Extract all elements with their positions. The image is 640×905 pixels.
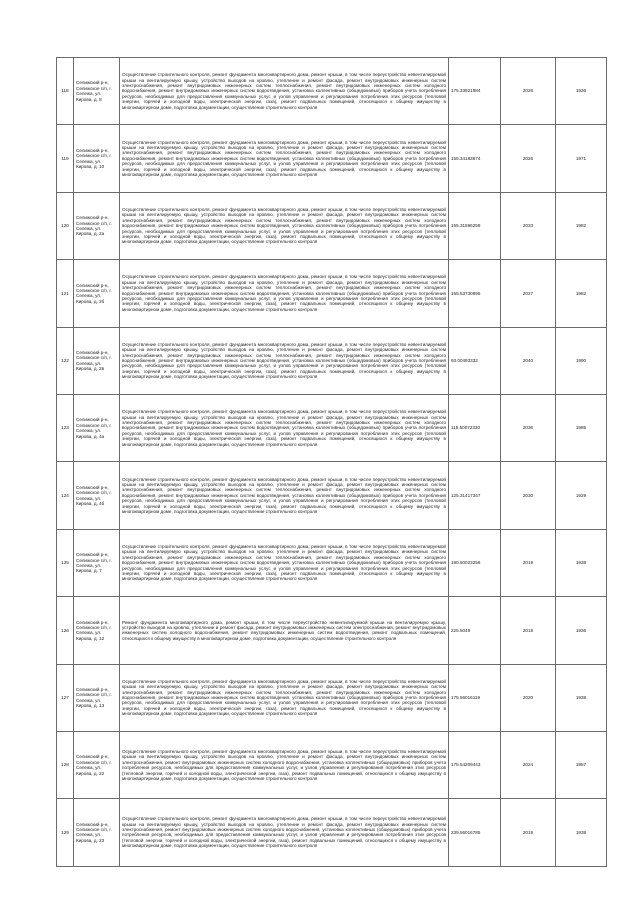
works-description-cell: Осуществление строительного контроля, ремонт фундамента многоквартирного дома, ремонт крыши, в том числе переустройство невентилируемой крыши на вентилируемую крышу, устройство выходов на кровлю, утепление и ремонт фасада, ремонт внутридомовых инженерных систем электроснабжения, ремонт внутридомовых инженерных систем теплоснабжения, ремонт внутридомовых инженерных систем холодного водоснабжения, ремонт внутридомовых инженерных систем водоотведения, установка коллективных (общедомовых) приборов учета потребления ресурсов, необходимых для предоставления коммунальных услуг, и узлов управления и регулирования потребления этих ресурсов (тепловой энергии, горячей и холодной воды, электрической энергии, газа), ремонт подвальных помещений, относящихся к общему имуществу в многоквартирном доме, подготовка документации, осуществление строительного контроля <box>120 192 449 259</box>
build-year-cell: 1982 <box>556 260 607 327</box>
build-year-cell: 1929 <box>556 462 607 529</box>
planned-year-cell: 2026 <box>501 58 556 125</box>
cost-cell: 175.33921984 <box>449 58 501 125</box>
works-description-cell: Осуществление строительного контроля, ремонт фундамента многоквартирного дома, ремонт крыши, в том числе переустройство невентилируемой крыши на вентилируемую крышу, устройство выходов на кровлю, утепление и ремонт фасада, ремонт внутридомовых инженерных систем электроснабжения, ремонт внутридомовых инженерных систем теплоснабжения, ремонт внутридомовых инженерных систем холодного водоснабжения, ремонт внутридомовых инженерных систем водоотведения, установка коллективных (общедомовых) приборов учета потребления ресурсов, необходимых для предоставления коммунальных услуг, и узлов управления и регулирования потребления этих ресурсов (тепловой энергии, горячей и холодной воды, электрической энергии, газа), ремонт подвальных помещений, относящихся к общему имуществу в многоквартирном доме, подготовка документации, осуществление строительного контроля <box>120 327 449 394</box>
row-number: 119 <box>57 125 74 192</box>
build-year-cell: 1936 <box>556 58 607 125</box>
cost-cell: 175.54209443 <box>449 731 501 798</box>
row-number: 126 <box>57 597 74 664</box>
table-row <box>57 327 607 394</box>
address-cell: Селижский р-н, Селижское с/п, г. Сележа, ул. Кирова, д. 4а <box>74 394 120 461</box>
table-row <box>57 529 607 596</box>
address-cell: Селижский р-н, Селижское с/п, г. Сележа, ул. Кирова, д. 10 <box>74 125 120 192</box>
planned-year-cell: 2018 <box>501 597 556 664</box>
build-year-cell: 1938 <box>556 529 607 596</box>
row-number: 120 <box>57 192 74 259</box>
table-row <box>57 462 607 529</box>
build-year-cell: 1938 <box>556 664 607 731</box>
row-number: 123 <box>57 394 74 461</box>
address-cell: Селижский р-н, Селижское с/п, г. Сележа, ул. Кирова, д. 2б <box>74 260 120 327</box>
address-cell: Селижский р-н, Селижское с/п, г. Сележа, ул. Кирова, д. 13 <box>74 664 120 731</box>
planned-year-cell: 2040 <box>501 327 556 394</box>
table-row <box>57 260 607 327</box>
build-year-cell: 1990 <box>556 327 607 394</box>
cost-cell: 190.50023256 <box>449 529 501 596</box>
table-row <box>57 799 607 866</box>
works-description-cell: Осуществление строительного контроля, ремонт фундамента многоквартирного дома, ремонт крыши, в том числе переустройство невентилируемой крыши на вентилируемую крышу, устройство выходов на кровлю, утепление и ремонт фасада, ремонт внутридомовых инженерных систем электроснабжения, ремонт внутридомовых инженерных систем теплоснабжения, ремонт внутридомовых инженерных систем холодного водоснабжения, ремонт внутридомовых инженерных систем водоотведения, установка коллективных (общедомовых) приборов учета потребления ресурсов, необходимых для предоставления коммунальных услуг, и узлов управления и регулирования потребления этих ресурсов (тепловой энергии, горячей и холодной воды, электрической энергии, газа), ремонт подвальных помещений, относящихся к общему имуществу в многоквартирном доме, подготовка документации, осуществление строительного контроля <box>120 260 449 327</box>
works-description-cell: Осуществление строительного контроля, ремонт фундамента многоквартирного дома, ремонт крыши, в том числе переустройство невентилируемой крыши на вентилируемую крышу, устройство выходов на кровлю, утепление и ремонт фасада, ремонт внутридомовых инженерных систем электроснабжения, ремонт внутридомовых инженерных систем теплоснабжения, ремонт внутридомовых инженерных систем холодного водоснабжения, ремонт внутридомовых инженерных систем водоотведения, установка коллективных (общедомовых) приборов учета потребления ресурсов, необходимых для предоставления коммунальных услуг, и узлов управления и регулирования потребления этих ресурсов (тепловой энергии, горячей и холодной воды, электрической энергии, газа), ремонт подвальных помещений, относящихся к общему имуществу в многоквартирном доме, подготовка документации, осуществление строительного контроля <box>120 58 449 125</box>
row-number: 125 <box>57 529 74 596</box>
build-year-cell: 1957 <box>556 731 607 798</box>
planned-year-cell: 2026 <box>501 125 556 192</box>
address-cell: Селижский р-н, Селижское с/п, г. Сележа, ул. Кирова, д. 4б <box>74 462 120 529</box>
address-cell: Селижский р-н, Селижское с/п, г. Сележа, ул. Кирова, д. 23 <box>74 799 120 866</box>
address-cell: Селижский р-н, Селижское с/п, г. Сележа, ул. Кирова, д. 7 <box>74 529 120 596</box>
table-row <box>57 394 607 461</box>
planned-year-cell: 2030 <box>501 462 556 529</box>
build-year-cell: 1982 <box>556 192 607 259</box>
row-number: 129 <box>57 799 74 866</box>
table-row <box>57 731 607 798</box>
table-row <box>57 597 607 664</box>
table-row <box>57 664 607 731</box>
cost-cell: 155.34183674 <box>449 125 501 192</box>
planned-year-cell: 2019 <box>501 529 556 596</box>
address-cell: Селижский р-н, Селижское с/п, г. Сележа, ул. Кирова, д. 2а <box>74 192 120 259</box>
works-description-cell: Ремонт фундамента многоквартирного дома, ремонт крыши, в том числе переустройство невентилируемой крыши на вентилируемую крышу, устройство выходов на кровлю, утепление и ремонт фасада, ремонт внутридомовых инженерных систем электроснабжения, ремонт внутридомовых инженерных систем холодного водоснабжения, ремонт внутридомовых инженерных систем водоотведения, ремонт подвальных помещений, относящихся к общему имуществу в многоквартирном доме, подготовка документации, осуществление строительного контроля <box>120 597 449 664</box>
planned-year-cell: 2019 <box>501 799 556 866</box>
row-number: 128 <box>57 731 74 798</box>
cost-cell: 155.53730895 <box>449 260 501 327</box>
build-year-cell: 1971 <box>556 125 607 192</box>
row-number: 127 <box>57 664 74 731</box>
works-description-cell: Осуществление строительного контроля, ремонт фундамента многоквартирного дома, ремонт крыши, в том числе переустройство невентилируемой крыши на вентилируемую крышу, устройство выходов на кровлю, утепление и ремонт фасада, ремонт внутридомовых инженерных систем электроснабжения, ремонт внутридомовых инженерных систем теплоснабжения, ремонт внутридомовых инженерных систем холодного водоснабжения, ремонт внутридомовых инженерных систем водоотведения, установка коллективных (общедомовых) приборов учета потребления ресурсов, необходимых для предоставления коммунальных услуг, и узлов управления и регулирования потребления этих ресурсов (тепловой энергии, горячей и холодной воды, электрической энергии, газа), ремонт подвальных помещений, относящихся к общему имуществу в многоквартирном доме, подготовка документации, осуществление строительного контроля <box>120 125 449 192</box>
row-number: 118 <box>57 58 74 125</box>
table-row <box>57 192 607 259</box>
table-row <box>57 125 607 192</box>
table-body <box>57 58 607 867</box>
works-description-cell: Осуществление строительного контроля, ремонт фундамента многоквартирного дома, ремонт крыши, в том числе переустройство невентилируемой крыши на вентилируемую крышу, устройство выходов на кровлю, утепление и ремонт фасада, ремонт внутридомовых инженерных систем электроснабжения, ремонт внутридомовых инженерных систем теплоснабжения, ремонт внутридомовых инженерных систем холодного водоснабжения, ремонт внутридомовых инженерных систем водоотведения, установка коллективных (общедомовых) приборов учета потребления ресурсов, необходимых для предоставления коммунальных услуг, и узлов управления и регулирования потребления этих ресурсов (тепловой энергии, горячей и холодной воды, электрической энергии, газа), ремонт подвальных помещений, относящихся к общему имуществу в многоквартирном доме, подготовка документации, осуществление строительного контроля <box>120 529 449 596</box>
works-description-cell: Осуществление строительного контроля, ремонт фундамента многоквартирного дома, ремонт крыши, в том числе переустройство невентилируемой крыши на вентилируемую крышу, устройство выходов на кровлю, утепление и ремонт фасада, ремонт внутридомовых инженерных систем электроснабжения, ремонт внутридомовых инженерных систем теплоснабжения, ремонт внутридомовых инженерных систем холодного водоснабжения, ремонт внутридомовых инженерных систем водоотведения, установка коллективных (общедомовых) приборов учета потребления ресурсов, необходимых для предоставления коммунальных услуг, и узлов управления и регулирования потребления этих ресурсов (тепловой энергии, горячей и холодной воды, электрической энергии, газа), ремонт подвальных помещений, относящихся к общему имуществу в многоквартирном доме, подготовка документации, осуществление строительного контроля <box>120 664 449 731</box>
cost-cell: 239.56016785 <box>449 799 501 866</box>
cost-cell: 93.00493332 <box>449 327 501 394</box>
planned-year-cell: 2036 <box>501 394 556 461</box>
cost-cell: 155.31596259 <box>449 192 501 259</box>
planned-year-cell: 2033 <box>501 192 556 259</box>
address-cell: Селижский р-н, Селижское с/п, г. Сележа, ул. Кирова, д. 12 <box>74 597 120 664</box>
cost-cell: 125.31417347 <box>449 462 501 529</box>
build-year-cell: 1938 <box>556 799 607 866</box>
cost-cell: 175.56016119 <box>449 664 501 731</box>
capital-repair-table <box>56 57 607 867</box>
address-cell: Селижский р-н, Селижское с/п, г. Сележа, ул. Кирова, д. 22 <box>74 731 120 798</box>
cost-cell: 115.50072330 <box>449 394 501 461</box>
address-cell: Селижский р-н, Селижское с/п, г. Сележа, ул. Кирова, д. 8 <box>74 58 120 125</box>
cost-cell: 225.5049 <box>449 597 501 664</box>
works-description-cell: Осуществление строительного контроля, ремонт фундамента многоквартирного дома, ремонт крыши, в том числе переустройство невентилируемой крыши на вентилируемую крышу, устройство выходов на кровлю, утепление и ремонт фасада, ремонт внутридомовых инженерных систем электроснабжения, ремонт внутридомовых инженерных систем холодного водоснабжения, установка коллективных (общедомовых) приборов учета потребления ресурсов, необходимых для предоставления коммунальных услуг, и узлов управления и регулирования потребления этих ресурсов (тепловой энергии, горячей и холодной воды, электрической энергии, газа), ремонт подвальных помещений, относящихся к общему имуществу в многоквартирном доме, подготовка документации, осуществление строительного контроля <box>120 799 449 866</box>
works-description-cell: Осуществление строительного контроля, ремонт фундамента многоквартирного дома, ремонт крыши, в том числе переустройство невентилируемой крыши на вентилируемую крышу, устройство выходов на кровлю, утепление и ремонт фасада, ремонт внутридомовых инженерных систем электроснабжения, ремонт внутридомовых инженерных систем теплоснабжения, ремонт внутридомовых инженерных систем холодного водоснабжения, ремонт внутридомовых инженерных систем водоотведения, установка коллективных (общедомовых) приборов учета потребления ресурсов, необходимых для предоставления коммунальных услуг, и узлов управления и регулирования потребления этих ресурсов (тепловой энергии, горячей и холодной воды, электрической энергии, газа), ремонт подвальных помещений, относящихся к общему имуществу в многоквартирном доме, подготовка документации, осуществление строительного контроля <box>120 394 449 461</box>
build-year-cell: 1985 <box>556 394 607 461</box>
planned-year-cell: 2027 <box>501 260 556 327</box>
works-description-cell: Осуществление строительного контроля, ремонт фундамента многоквартирного дома, ремонт крыши, в том числе переустройство невентилируемой крыши на вентилируемую крышу, устройство выходов на кровлю, утепление и ремонт фасада, ремонт внутридомовых инженерных систем электроснабжения, ремонт внутридомовых инженерных систем холодного водоснабжения, установка коллективных (общедомовых) приборов учета потребления ресурсов, необходимых для предоставления коммунальных услуг, и узлов управления и регулирования потребления этих ресурсов (тепловой энергии, горячей и холодной воды, электрической энергии, газа), ремонт подвальных помещений, относящихся к общему имуществу в многоквартирном доме, подготовка документации, осуществление строительного контроля <box>120 731 449 798</box>
row-number: 124 <box>57 462 74 529</box>
row-number: 121 <box>57 260 74 327</box>
build-year-cell: 1936 <box>556 597 607 664</box>
planned-year-cell: 2024 <box>501 731 556 798</box>
planned-year-cell: 2020 <box>501 664 556 731</box>
row-number: 122 <box>57 327 74 394</box>
table-row <box>57 58 607 125</box>
works-description-cell: Осуществление строительного контроля, ремонт фундамента многоквартирного дома, ремонт крыши, в том числе переустройство невентилируемой крыши на вентилируемую крышу, устройство выходов на кровлю, утепление и ремонт фасада, ремонт внутридомовых инженерных систем электроснабжения, ремонт внутридомовых инженерных систем теплоснабжения, ремонт внутридомовых инженерных систем холодного водоснабжения, ремонт внутридомовых инженерных систем водоотведения, установка коллективных (общедомовых) приборов учета потребления ресурсов, необходимых для предоставления коммунальных услуг, и узлов управления и регулирования потребления этих ресурсов (тепловой энергии, горячей и холодной воды, электрической энергии, газа), ремонт подвальных помещений, относящихся к общему имуществу в многоквартирном доме, подготовка документации, осуществление строительного контроля <box>120 462 449 529</box>
address-cell: Селижский р-н, Селижское с/п, г. Сележа, ул. Кирова, д. 2в <box>74 327 120 394</box>
